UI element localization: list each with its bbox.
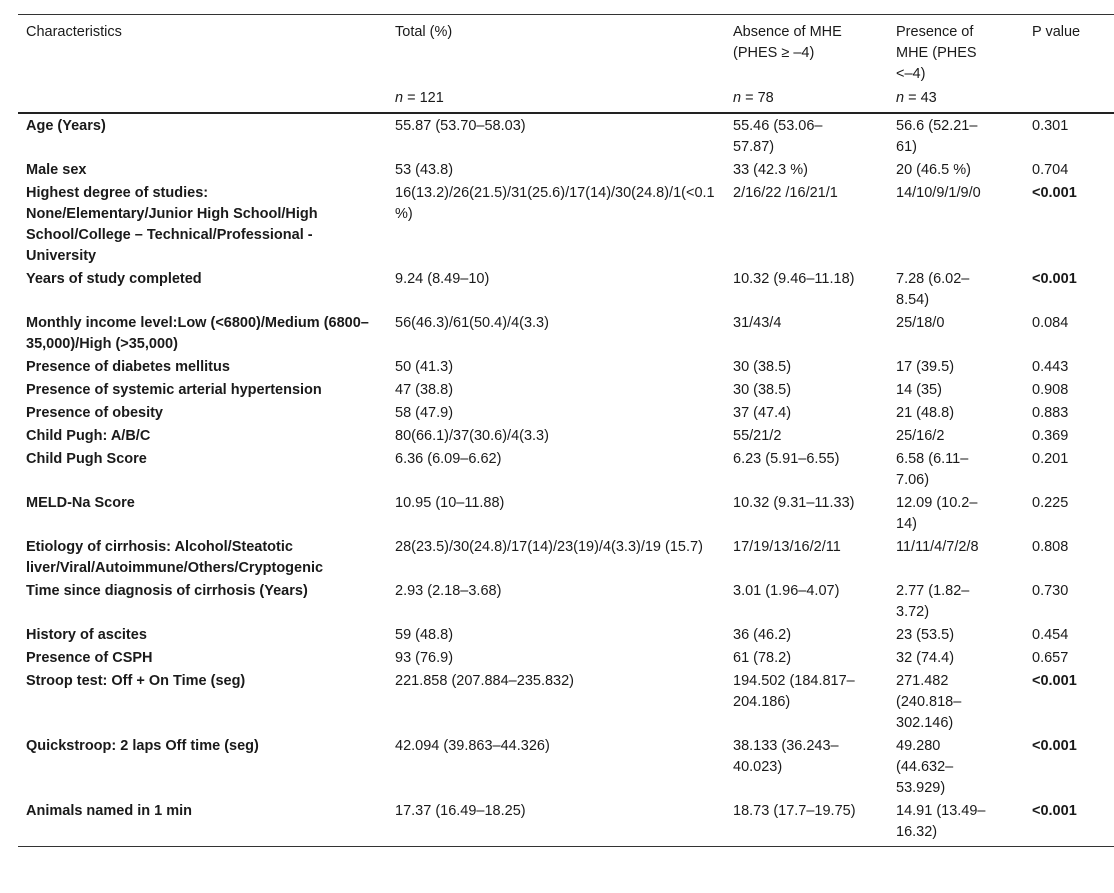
header-absence-mhe: Absence of MHE (PHES ≥ –4) [725,15,888,89]
cell-p-value: 0.225 [1032,495,1069,511]
cell-p-value: 0.657 [1032,650,1069,666]
cell-absence-mhe: 194.502 (184.817–204.186) [733,673,855,710]
cell-p-value: 0.201 [1032,451,1069,467]
n-symbol: n [896,90,905,106]
cell-total: 6.36 (6.09–6.62) [395,451,502,467]
cell-p-value: <0.001 [1024,800,1114,847]
cell-presence-mhe: 6.58 (6.11–7.06) [896,451,969,488]
table-body [18,113,1114,847]
header-characteristics: Characteristics [18,15,387,89]
cell-presence-mhe: 25/16/2 [896,428,945,444]
cell-presence-mhe: 12.09 (10.2–14) [896,495,978,532]
cell-characteristic: Animals named in 1 min [18,800,387,847]
cell-total: 28(23.5)/30(24.8)/17(14)/23(19)/4(3.3)/19 (15.7) [395,539,703,555]
cell-total: 17.37 (16.49–18.25) [387,800,725,847]
cell-presence-mhe: 56.6 (52.21–61) [896,118,978,155]
table-row [18,647,1114,670]
cell-presence-mhe: 21 (48.8) [896,405,955,421]
cell-p-value: <0.001 [1032,738,1077,754]
cell-absence-mhe: 30 (38.5) [733,359,792,375]
characteristics-table [18,14,1114,847]
cell-presence-mhe: 17 (39.5) [896,359,955,375]
cell-total: 47 (38.8) [395,382,454,398]
cell-characteristic: Male sex [26,162,87,178]
table-row [18,182,1114,268]
cell-characteristic: Etiology of cirrhosis: Alcohol/Steatotic liver/Viral/Autoimmune/Others/Cryptogenic [26,539,324,576]
cell-total: 59 (48.8) [395,627,454,643]
cell-presence-mhe: 11/11/4/7/2/8 [896,539,979,555]
cell-presence-mhe: 20 (46.5 %) [896,162,971,178]
header-presence-mhe: Presence of MHE (PHES <–4) [888,15,1024,89]
cell-total: 42.094 (39.863–44.326) [395,738,550,754]
cell-total: 58 (47.9) [395,405,454,421]
cell-characteristic: History of ascites [26,627,147,643]
cell-p-value: <0.001 [1032,185,1077,201]
cell-p-value: 0.730 [1032,583,1069,599]
table-row [18,735,1114,800]
table-row [18,670,1114,735]
cell-absence-mhe: 18.73 (17.7–19.75) [725,800,888,847]
cell-characteristic: MELD-Na Score [26,495,135,511]
cell-p-value: 0.808 [1032,539,1069,555]
cell-p-value: <0.001 [1032,271,1077,287]
cell-p-value: 0.883 [1032,405,1069,421]
cell-total: 55.87 (53.70–58.03) [395,118,526,134]
cell-characteristic: Years of study completed [26,271,202,287]
cell-presence-mhe: 7.28 (6.02–8.54) [896,271,970,308]
table-row [18,113,1114,159]
cell-presence-mhe: 14/10/9/1/9/0 [896,185,981,201]
cell-total: 16(13.2)/26(21.5)/31(25.6)/17(14)/30(24.8)/1(<0.1 %) [395,185,715,222]
cell-presence-mhe: 32 (74.4) [896,650,955,666]
table-row [18,159,1114,182]
cell-characteristic: Quickstroop: 2 laps Off time (seg) [26,738,259,754]
cell-total: 50 (41.3) [395,359,454,375]
cell-absence-mhe: 36 (46.2) [733,627,792,643]
cell-total: 9.24 (8.49–10) [395,271,490,287]
cell-characteristic: Presence of systemic arterial hypertension [26,382,322,398]
cell-characteristic: Age (Years) [26,118,106,134]
cell-absence-mhe: 38.133 (36.243–40.023) [733,738,839,775]
table-container [18,14,1114,847]
n-symbol: n [733,90,742,106]
cell-p-value: 0.908 [1032,382,1069,398]
table-header [18,15,1114,114]
n-total-value: = 121 [403,90,444,106]
table-row [18,268,1114,312]
table-row [18,492,1114,536]
header-p-value: P value [1024,15,1114,89]
cell-presence-mhe: 14.91 (13.49–16.32) [888,800,1024,847]
sample-size-row [18,88,1114,113]
cell-absence-mhe: 2/16/22 /16/21/1 [733,185,838,201]
sample-size-absence [725,88,888,113]
cell-total: 56(46.3)/61(50.4)/4(3.3) [395,315,549,331]
n-absence-value: = 78 [741,90,774,106]
cell-absence-mhe: 6.23 (5.91–6.55) [733,451,840,467]
cell-characteristic: Presence of diabetes mellitus [26,359,230,375]
cell-presence-mhe: 271.482 (240.818–302.146) [896,673,962,731]
sample-size-empty [18,88,387,113]
cell-p-value: 0.369 [1032,428,1069,444]
table-row [18,536,1114,580]
table-row [18,425,1114,448]
header-row [18,15,1114,89]
cell-presence-mhe: 23 (53.5) [896,627,955,643]
cell-characteristic: Highest degree of studies: None/Elementary/Junior High School/High School/College – Technical/Professional - University [26,185,318,264]
cell-presence-mhe: 49.280 (44.632–53.929) [896,738,954,796]
cell-total: 93 (76.9) [395,650,454,666]
table-row [18,402,1114,425]
cell-characteristic: Time since diagnosis of cirrhosis (Years) [26,583,308,599]
cell-p-value: 0.704 [1032,162,1069,178]
sample-size-presence [888,88,1024,113]
table-row [18,379,1114,402]
cell-characteristic: Child Pugh: A/B/C [26,428,151,444]
cell-characteristic: Stroop test: Off + On Time (seg) [26,673,246,689]
cell-p-value: 0.454 [1032,627,1069,643]
n-presence-value: = 43 [904,90,937,106]
table-row [18,580,1114,624]
cell-p-value: 0.084 [1032,315,1069,331]
header-total: Total (%) [387,15,725,89]
n-symbol: n [395,90,404,106]
cell-presence-mhe: 2.77 (1.82–3.72) [896,583,970,620]
table-row [18,312,1114,356]
cell-total: 10.95 (10–11.88) [395,495,505,511]
cell-absence-mhe: 33 (42.3 %) [733,162,808,178]
cell-presence-mhe: 25/18/0 [896,315,945,331]
table-row [18,356,1114,379]
cell-absence-mhe: 55.46 (53.06–57.87) [733,118,823,155]
table-row [18,624,1114,647]
cell-absence-mhe: 31/43/4 [733,315,782,331]
cell-absence-mhe: 30 (38.5) [733,382,792,398]
cell-characteristic: Monthly income level:Low (<6800)/Medium (6800–35,000)/High (>35,000) [26,315,369,352]
cell-total: 2.93 (2.18–3.68) [395,583,502,599]
cell-absence-mhe: 3.01 (1.96–4.07) [733,583,840,599]
cell-characteristic: Presence of obesity [26,405,163,421]
cell-presence-mhe: 14 (35) [896,382,942,398]
cell-absence-mhe: 10.32 (9.31–11.33) [733,495,855,511]
cell-absence-mhe: 61 (78.2) [733,650,792,666]
cell-p-value: 0.443 [1032,359,1069,375]
table-row [18,800,1114,847]
cell-characteristic: Child Pugh Score [26,451,147,467]
sample-size-p-empty [1024,88,1114,113]
sample-size-total [387,88,725,113]
cell-total: 221.858 (207.884–235.832) [395,673,574,689]
cell-absence-mhe: 37 (47.4) [733,405,792,421]
cell-p-value: 0.301 [1032,118,1069,134]
cell-absence-mhe: 55/21/2 [733,428,782,444]
cell-absence-mhe: 10.32 (9.46–11.18) [733,271,855,287]
cell-p-value: <0.001 [1032,673,1077,689]
cell-total: 53 (43.8) [395,162,454,178]
cell-absence-mhe: 17/19/13/16/2/11 [733,539,841,555]
cell-characteristic: Presence of CSPH [26,650,153,666]
cell-total: 80(66.1)/37(30.6)/4(3.3) [395,428,549,444]
table-row [18,448,1114,492]
